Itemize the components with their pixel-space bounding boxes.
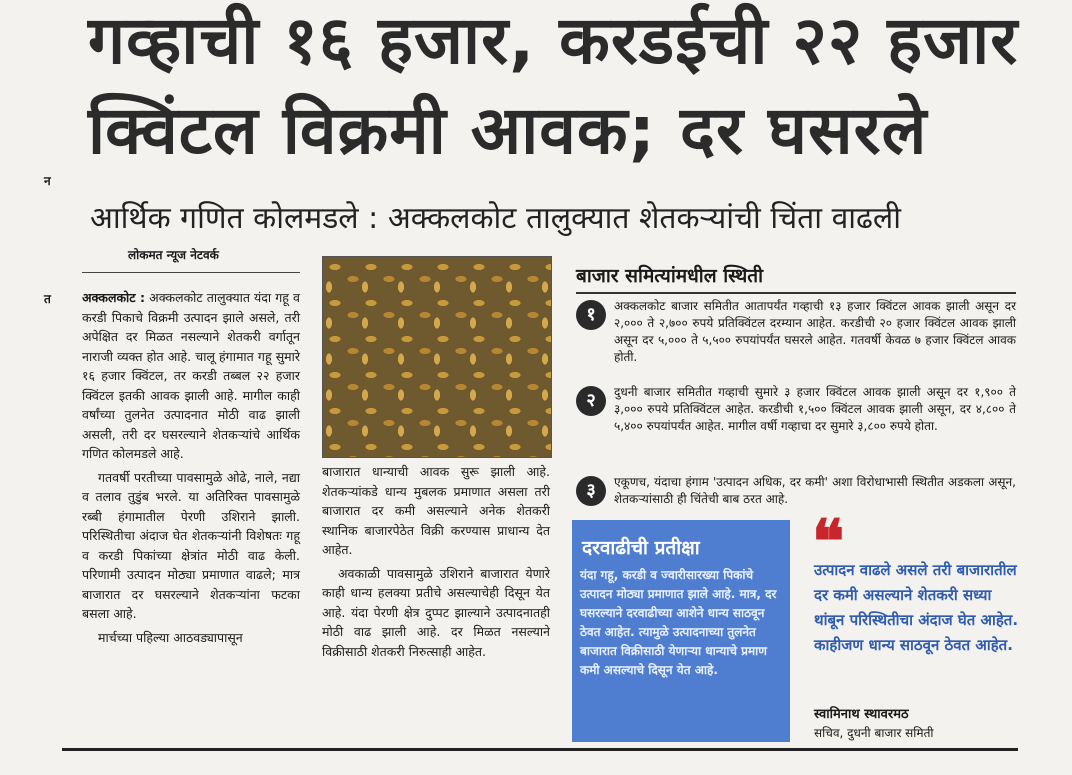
pull-quote: उत्पादन वाढले असले तरी बाजारातील दर कमी असल्याने शेतकरी सध्या थांबून परिस्थितीचा अंदाज घेत आहेत. काहीजण धान्य साठवून ठेवत आहेत.: [814, 561, 1019, 654]
sidebar-title: दरवाढीची प्रतीक्षा: [582, 537, 700, 559]
article-column-1: [82, 288, 300, 651]
quote-author-role: सचिव, दुधनी बाजार समिती: [814, 726, 934, 740]
point-text: एकूणच, यंदाचा हंगाम 'उत्पादन अधिक, दर कमी' अशा विरोधाभासी स्थितीत अडकला असून, शेतकऱ्यांसाठी ही चिंतेची बाब ठरत आहे.: [614, 475, 1016, 506]
sidebar-text: यंदा गहू, करडी व ज्वारीसारख्या पिकांचे उत्पादन मोठ्या प्रमाणात झाले आहे. मात्र, दर घसरल्याने दरवाढीच्या आशेने धान्य साठवून ठेवत आहेत. त्यामुळे उत्पादनाच्या तुलनेत बाजारात विक्रीसाठी येणाऱ्या धान्याचे प्रमाण कमी असल्याचे दिसून येत आहे.: [580, 568, 777, 677]
quote-author: स्वामिनाथ स्थावरमठ: [814, 707, 909, 722]
article-paragraph-5: अवकाळी पावसामुळे उशिराने बाजारात येणारे काही धान्य हलक्या प्रतीचे असल्याचेही दिसून येत आहे. यंदा पेरणी क्षेत्र दुप्पट झाल्याने उत्पादनातही मोठी वाढ झाली आहे. दर मिळत नसल्याने विक्रीसाठी शेतकरी निरुत्साही आहेत.: [322, 565, 550, 659]
margin-letter: त: [44, 292, 51, 306]
subheadline: आर्थिक गणित कोलमडले : अक्कलकोट तालुक्यात शेतकऱ्यांची चिंता वाढली: [90, 201, 902, 236]
market-section-title: बाजार समित्यांमधील स्थिती: [576, 265, 764, 287]
margin-letter: न: [44, 174, 51, 188]
article-paragraph-1: [82, 288, 300, 464]
market-point-2: [576, 384, 1016, 435]
wheat-grain-photo: [322, 256, 552, 458]
point-text: दुधनी बाजार समितीत गव्हाची सुमारे ३ हजार क्विंटल आवक झाली असून दर १,९०० ते ३,००० रुपये प्रतिक्विंटल आहेत. करडीची १,५०० क्विंटल आवक झाली असून, दर ४,८०० ते ५,४०० रुपयांपर्यंत आहेत. मागील वर्षी गव्हाचा दर सुमारे ३,८०० रुपये होता.: [614, 385, 1016, 433]
article-text: अक्कलकोट तालुक्यात यंदा गहू व करडी पिकाचे विक्रमी उत्पादन झाले असले, तरी अपेक्षित दर मिळत नसल्याने शेतकरी वर्गातून नाराजी व्यक्त होत आहे. चालू हंगामात गहू सुमारे १६ हजार क्विंटल, तर करडी तब्बल २२ हजार क्विंटल इतकी आवक झाली आहे. मागील काही वर्षांच्या तुलनेत उत्पादनात मोठी वाढ झाली असली, तरी दर घसरल्याने शेतकऱ्यांचे आर्थिक गणित कोलमडले आहे.: [82, 290, 300, 461]
sidebar-box: [572, 520, 790, 742]
bottom-divider: [62, 748, 1018, 751]
article-paragraph-2: गतवर्षी परतीच्या पावसामुळे ओढे, नाले, नद्या व तलाव तुडुंब भरले. या अतिरिक्त पावसामुळे रब्बी हंगामातील पेरणी उशिराने झाली. परिस्थितीचा अंदाज घेत शेतकऱ्यांनी विशेषतः गहू व करडी पिकांच्या क्षेत्रांत मोठी वाढ केली. परिणामी उत्पादन मोठ्या प्रमाणात वाढले; मात्र बाजारात दर घसरल्याने शेतकऱ्यांना फटका बसला आहे.: [82, 469, 300, 621]
headline-line-2: क्विंटल विक्रमी आवक; दर घसरले: [88, 92, 928, 169]
point-number-badge: १: [576, 300, 606, 330]
market-point-3: [576, 474, 1016, 508]
point-number-badge: २: [576, 386, 606, 416]
byline: लोकमत न्यूज नेटवर्क: [128, 248, 219, 262]
market-section-divider: [576, 292, 1016, 294]
point-text: अक्कलकोट बाजार समितीत आतापर्यंत गव्हाची १३ हजार क्विंटल आवक झाली असून दर २,००० ते २,७०० रुपये प्रतिक्विंटल दरम्यान आहेत. करडीची २० हजार क्विंटल आवक झाली असून दर ५,००० ते ५,५०० रुपयांपर्यंत घसरले आहेत. गतवर्षी केवळ ७ हजार क्विंटल आवक होती.: [614, 299, 1016, 364]
quote-mark-icon: ❝: [812, 507, 845, 577]
point-number-badge: ३: [576, 476, 606, 506]
article-paragraph-4: बाजारात धान्याची आवक सुरू झाली आहे. शेतकऱ्यांकडे धान्य मुबलक प्रमाणात असला तरी बाजारात दर कमी असल्याने अनेक शेतकरी स्थानिक बाजारपेठेत विक्री करण्यास प्राधान्य देत आहेत.: [322, 464, 550, 557]
dateline: अक्कलकोट :: [82, 290, 146, 305]
article-column-2: [322, 462, 550, 665]
byline-divider: [82, 272, 300, 273]
article-paragraph-3: मार्चच्या पहिल्या आठवड्यापासून: [98, 629, 243, 645]
headline-line-1: गव्हाची १६ हजार, करडईची २२ हजार: [88, 2, 1019, 79]
market-point-1: [576, 298, 1016, 366]
